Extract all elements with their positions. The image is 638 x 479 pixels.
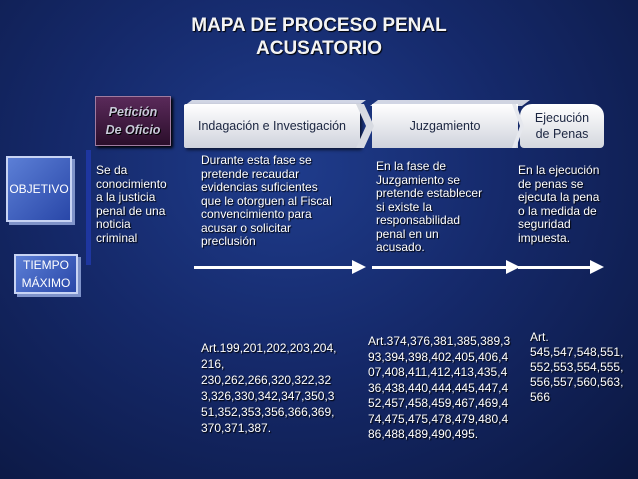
objetivo-label: OBJETIVO xyxy=(9,182,69,196)
phase-juzgamiento-label: Juzgamiento xyxy=(409,119,481,133)
left-accent-bar xyxy=(86,150,91,265)
phase-juzgamiento xyxy=(372,104,518,148)
articles-juzgamiento-text: Art.374,376,381,385,389,3 93,394,398,402,405,406,4 07,408,411,412,413,435,4 36,438,440,444,445,447,4 52,457,458,459,467,469,4 74,475,475,478,479,480,4 86,488,489,490,495. xyxy=(368,334,511,441)
phase-arrow-1 xyxy=(356,104,376,148)
tiempo-maximo-box xyxy=(14,254,78,294)
peticion-box xyxy=(95,96,171,146)
timeline-arrowhead-3 xyxy=(590,260,606,274)
title-line-2: ACUSATORIO xyxy=(256,38,382,59)
phase-indagacion xyxy=(184,104,360,148)
timeline-bar-ejecucion xyxy=(518,266,596,269)
peticion-label: Petición xyxy=(108,105,158,119)
phase-ejecucion xyxy=(520,104,604,148)
tiempo-label: TIEMPO xyxy=(22,258,69,272)
phase-indagacion-label: Indagación e Investigación xyxy=(197,119,347,133)
phase-ejecucion-label-1: Ejecución xyxy=(534,111,590,125)
objective-juzgamiento-text: En la fase de Juzgamiento se pretende establecer si existe la responsabilidad penal en un acusado. xyxy=(376,159,483,254)
page-title xyxy=(0,14,638,60)
phase-ejecucion-label-2: de Penas xyxy=(535,127,589,141)
title-line-1: MAPA DE PROCESO PENAL xyxy=(191,15,447,36)
objective-peticion-text: Se da conocimiento a la justicia penal de una noticia criminal xyxy=(96,163,167,245)
timeline-arrowhead-1 xyxy=(352,260,368,274)
maximo-label: MÁXIMO xyxy=(21,276,71,290)
de-oficio-label: De Oficio xyxy=(105,123,161,137)
timeline-bar-juzgamiento xyxy=(372,266,512,269)
articles-indagacion-text: Art.199,201,202,203,204, 216, 230,262,266,320,322,32 3,326,330,342,347,350,3 51,352,353,356,366,369, 370,371,387. xyxy=(201,341,337,435)
objective-ejecucion-text: En la ejecución de penas se ejecuta la pena o la medida de seguridad impuesta. xyxy=(518,163,600,245)
articles-ejecucion-text: Art. 545,547,548,551, 552,553,554,555, 556,557,560,563, 566 xyxy=(530,330,624,404)
timeline-bar-indagacion xyxy=(194,266,358,269)
objective-indagacion-text: Durante esta fase se pretende recaudar evidencias suficientes que le otorguen al Fiscal convencimiento para acusar o solicitar preclusión xyxy=(201,153,332,248)
phase-arrow-2 xyxy=(512,104,526,148)
objetivo-box xyxy=(6,156,72,222)
